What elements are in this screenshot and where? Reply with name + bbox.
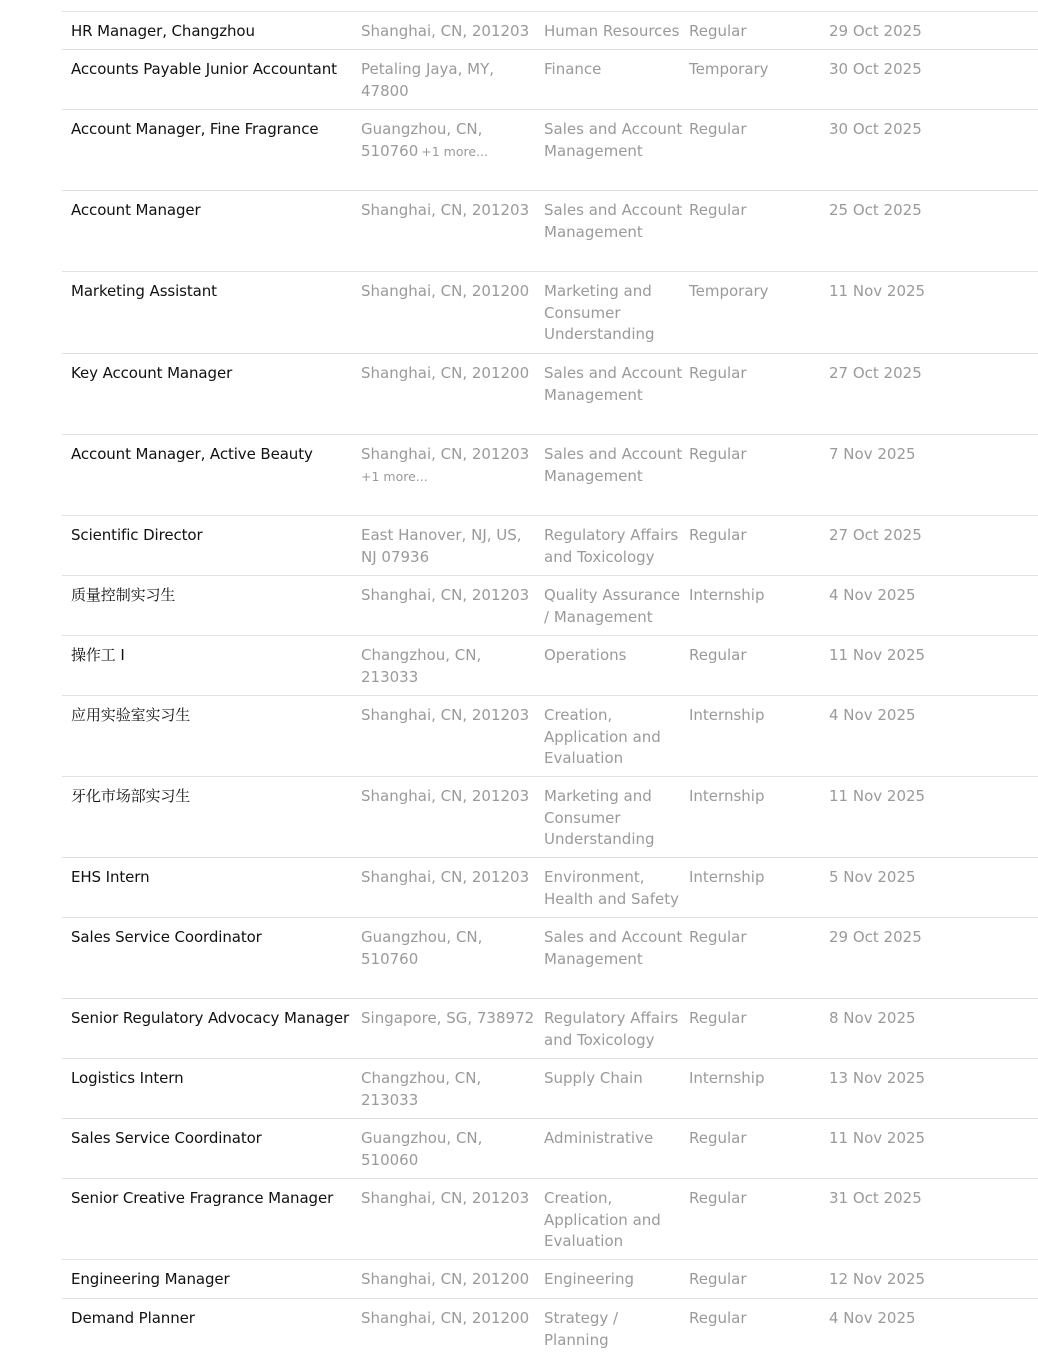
job-department: Sales and Account Management	[544, 364, 683, 404]
job-department: Quality Assurance / Management	[544, 586, 681, 626]
job-department: Engineering	[544, 1270, 634, 1288]
job-location-text: Shanghai, CN, 201200	[361, 364, 530, 382]
job-title-link[interactable]: Accounts Payable Junior Accountant	[71, 60, 337, 78]
table-row	[62, 191, 1038, 272]
table-row	[62, 1059, 1038, 1119]
job-location-text: East Hanover, NJ, US, NJ 07936	[361, 526, 522, 566]
more-locations-link[interactable]: +1 more...	[421, 143, 488, 159]
job-department: Sales and Account Management	[544, 928, 683, 968]
job-location	[361, 927, 544, 970]
job-department: Creation, Application and Evaluation	[544, 706, 661, 767]
job-department: Operations	[544, 646, 627, 664]
job-location-text: Singapore, SG, 738972	[361, 1009, 535, 1027]
job-location	[361, 1308, 544, 1330]
job-location	[361, 21, 544, 43]
job-location	[361, 1128, 544, 1171]
job-date: 4 Nov 2025	[829, 586, 916, 604]
job-type: Regular	[689, 526, 747, 544]
job-date: 31 Oct 2025	[829, 1189, 922, 1207]
job-location	[361, 1068, 544, 1111]
job-location	[361, 363, 544, 385]
job-location	[361, 200, 544, 222]
job-title-link[interactable]: Logistics Intern	[71, 1069, 184, 1087]
job-type: Internship	[689, 787, 765, 805]
more-locations-link[interactable]: +1 more...	[361, 468, 428, 484]
job-location	[361, 1008, 544, 1030]
table-row	[62, 1179, 1038, 1260]
job-location	[361, 645, 544, 688]
job-location	[361, 867, 544, 889]
job-location-text: Shanghai, CN, 201203	[361, 445, 530, 463]
table-row	[62, 516, 1038, 576]
job-location	[361, 786, 544, 808]
job-type: Regular	[689, 201, 747, 219]
job-location-text: Guangzhou, CN, 510760	[361, 120, 483, 160]
job-date: 8 Nov 2025	[829, 1009, 916, 1027]
job-department: Sales and Account Management	[544, 445, 683, 485]
table-row	[62, 272, 1038, 354]
job-date: 27 Oct 2025	[829, 364, 922, 382]
job-date: 7 Nov 2025	[829, 445, 916, 463]
job-date: 4 Nov 2025	[829, 1309, 916, 1327]
job-type: Regular	[689, 1009, 747, 1027]
job-type: Regular	[689, 1189, 747, 1207]
job-location-text: Shanghai, CN, 201203	[361, 1189, 530, 1207]
job-title-link[interactable]: HR Manager, Changzhou	[71, 22, 255, 40]
job-date: 5 Nov 2025	[829, 868, 916, 886]
job-type: Internship	[689, 868, 765, 886]
job-title-link[interactable]: Account Manager, Fine Fragrance	[71, 120, 319, 138]
job-date: 30 Oct 2025	[829, 60, 922, 78]
job-department: Marketing and Consumer Understanding	[544, 787, 655, 848]
job-type: Temporary	[689, 282, 769, 300]
job-department: Human Resources	[544, 22, 680, 40]
job-date: 4 Nov 2025	[829, 706, 916, 724]
job-date: 27 Oct 2025	[829, 526, 922, 544]
table-row	[62, 696, 1038, 777]
job-department: Administrative	[544, 1129, 654, 1147]
job-title-link[interactable]: Sales Service Coordinator	[71, 928, 262, 946]
job-location-text: Guangzhou, CN, 510760	[361, 928, 483, 968]
job-date: 11 Nov 2025	[829, 646, 926, 664]
job-department: Supply Chain	[544, 1069, 643, 1087]
table-row	[62, 918, 1038, 999]
job-location	[361, 119, 544, 162]
job-title-link[interactable]: 牙化市场部实习生	[71, 787, 191, 805]
job-location-text: Changzhou, CN, 213033	[361, 646, 482, 686]
job-title-link[interactable]: Senior Regulatory Advocacy Manager	[71, 1009, 350, 1027]
job-department: Regulatory Affairs and Toxicology	[544, 1009, 679, 1049]
job-date: 13 Nov 2025	[829, 1069, 926, 1087]
job-date: 29 Oct 2025	[829, 928, 922, 946]
job-title-link[interactable]: EHS Intern	[71, 868, 150, 886]
job-location-text: Guangzhou, CN, 510060	[361, 1129, 483, 1169]
job-location	[361, 525, 544, 568]
job-location	[361, 585, 544, 607]
job-department: Regulatory Affairs and Toxicology	[544, 526, 679, 566]
job-location-text: Shanghai, CN, 201203	[361, 787, 530, 805]
job-type: Internship	[689, 1069, 765, 1087]
job-type: Temporary	[689, 60, 769, 78]
job-location-text: Changzhou, CN, 213033	[361, 1069, 482, 1109]
job-title-link[interactable]: 应用实验室实习生	[71, 706, 191, 724]
job-location-text: Shanghai, CN, 201203	[361, 706, 530, 724]
job-location	[361, 59, 544, 102]
job-location	[361, 444, 544, 488]
job-results-table	[62, 11, 1038, 1359]
job-type: Regular	[689, 120, 747, 138]
job-date: 29 Oct 2025	[829, 22, 922, 40]
table-row	[62, 354, 1038, 435]
table-row	[62, 858, 1038, 918]
job-location-text: Shanghai, CN, 201203	[361, 201, 530, 219]
job-location-text: Shanghai, CN, 201200	[361, 282, 530, 300]
table-row	[62, 1299, 1038, 1359]
job-date: 12 Nov 2025	[829, 1270, 926, 1288]
job-title-link[interactable]: Scientific Director	[71, 526, 203, 544]
job-date: 30 Oct 2025	[829, 120, 922, 138]
job-title-link[interactable]: Account Manager	[71, 201, 201, 219]
job-location-text: Petaling Jaya, MY, 47800	[361, 60, 495, 100]
job-type: Regular	[689, 1270, 747, 1288]
table-row	[62, 777, 1038, 858]
table-row	[62, 576, 1038, 636]
job-title-link[interactable]: Account Manager, Active Beauty	[71, 445, 313, 463]
job-title-link[interactable]: Marketing Assistant	[71, 282, 217, 300]
job-location	[361, 1269, 544, 1291]
job-type: Internship	[689, 706, 765, 724]
job-date: 25 Oct 2025	[829, 201, 922, 219]
table-row	[62, 12, 1038, 50]
job-department: Sales and Account Management	[544, 120, 683, 160]
job-type: Regular	[689, 22, 747, 40]
job-title-link[interactable]: 操作工 I	[71, 646, 125, 664]
table-row	[62, 999, 1038, 1059]
job-type: Regular	[689, 928, 747, 946]
job-location-text: Shanghai, CN, 201203	[361, 586, 530, 604]
job-department: Environment, Health and Safety	[544, 868, 679, 908]
job-title-link[interactable]: Engineering Manager	[71, 1270, 230, 1288]
table-row	[62, 636, 1038, 696]
job-title-link[interactable]: Sales Service Coordinator	[71, 1129, 262, 1147]
job-type: Regular	[689, 1309, 747, 1327]
table-row	[62, 110, 1038, 191]
job-location-text: Shanghai, CN, 201203	[361, 868, 530, 886]
job-type: Internship	[689, 586, 765, 604]
job-title-link[interactable]: Demand Planner	[71, 1309, 195, 1327]
table-row	[62, 1260, 1038, 1299]
job-location-text: Shanghai, CN, 201200	[361, 1270, 530, 1288]
job-location-text: Shanghai, CN, 201203	[361, 22, 530, 40]
job-department: Sales and Account Management	[544, 201, 683, 241]
job-department: Creation, Application and Evaluation	[544, 1189, 661, 1250]
job-location	[361, 281, 544, 303]
job-type: Regular	[689, 646, 747, 664]
job-location	[361, 705, 544, 727]
job-date: 11 Nov 2025	[829, 282, 926, 300]
table-row	[62, 435, 1038, 516]
job-title-link[interactable]: Senior Creative Fragrance Manager	[71, 1189, 334, 1207]
job-type: Regular	[689, 1129, 747, 1147]
job-location	[361, 1188, 544, 1210]
job-department: Finance	[544, 60, 602, 78]
job-date: 11 Nov 2025	[829, 1129, 926, 1147]
job-type: Regular	[689, 445, 747, 463]
job-department: Marketing and Consumer Understanding	[544, 282, 655, 343]
job-date: 11 Nov 2025	[829, 787, 926, 805]
job-type: Regular	[689, 364, 747, 382]
job-location-text: Shanghai, CN, 201200	[361, 1309, 530, 1327]
table-row	[62, 50, 1038, 110]
job-title-link[interactable]: Key Account Manager	[71, 364, 233, 382]
table-row	[62, 1119, 1038, 1179]
job-title-link[interactable]: 质量控制实习生	[71, 586, 176, 604]
job-department: Strategy / Planning	[544, 1309, 619, 1349]
